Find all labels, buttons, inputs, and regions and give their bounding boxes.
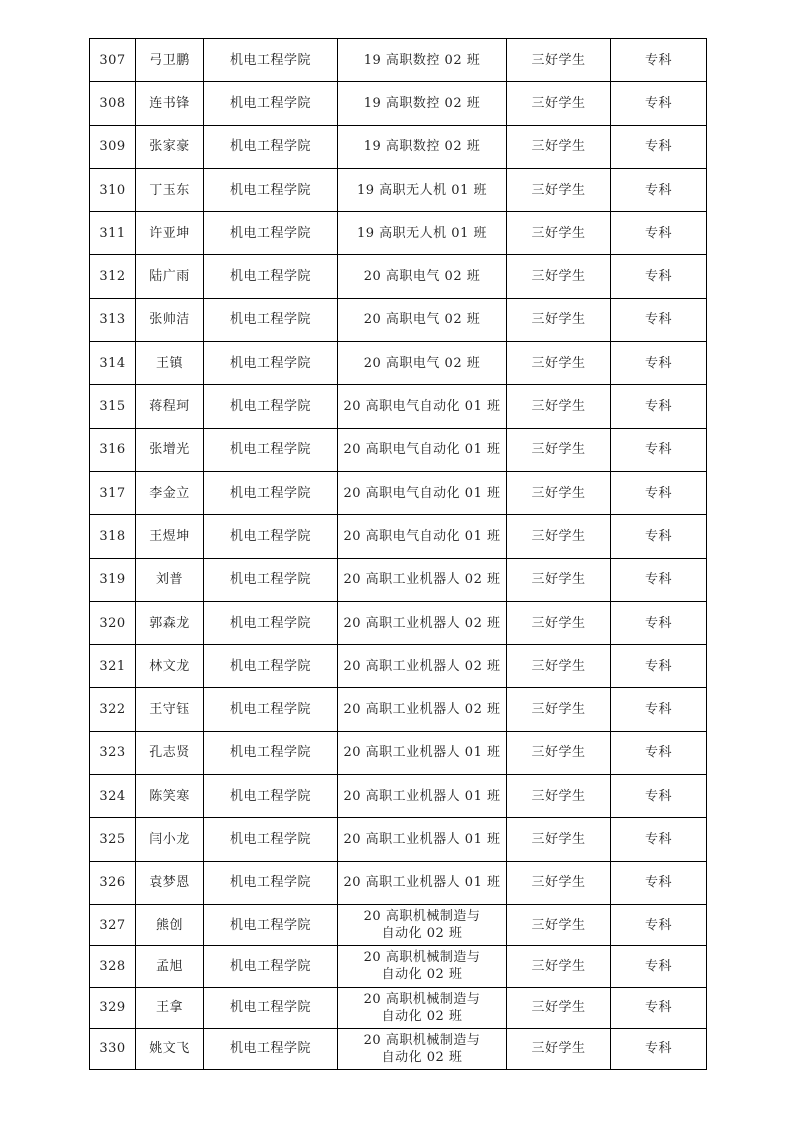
table-row: [90, 168, 707, 211]
college-cell: 机电工程学院: [204, 775, 338, 818]
college-cell: 机电工程学院: [204, 904, 338, 945]
student-name-cell: 王镇: [136, 342, 204, 385]
level-cell: 专科: [611, 168, 707, 211]
class-cell: [338, 212, 507, 255]
class-name-line: 20 高职机械制造与: [363, 1032, 481, 1048]
level-cell: 专科: [611, 987, 707, 1028]
row-number-cell: 307: [90, 39, 136, 82]
student-name-cell: 张增光: [136, 428, 204, 471]
college-cell: 机电工程学院: [204, 987, 338, 1028]
row-number-cell: 309: [90, 125, 136, 168]
class-cell: [338, 775, 507, 818]
honor-cell: 三好学生: [507, 515, 611, 558]
class-name-line: 自动化 02 班: [381, 926, 463, 942]
class-cell: [338, 39, 507, 82]
row-number-cell: 320: [90, 601, 136, 644]
honor-cell: 三好学生: [507, 428, 611, 471]
honor-cell: 三好学生: [507, 688, 611, 731]
row-number-cell: 322: [90, 688, 136, 731]
class-cell: [338, 645, 507, 688]
row-number-cell: 327: [90, 904, 136, 945]
student-name-cell: 袁梦恩: [136, 861, 204, 904]
class-name-line: 19 高职数控 02 班: [363, 95, 481, 111]
class-cell: [338, 125, 507, 168]
level-cell: 专科: [611, 39, 707, 82]
class-cell: [338, 255, 507, 298]
class-name-line: 20 高职机械制造与: [363, 909, 481, 925]
student-name-cell: 弓卫鹏: [136, 39, 204, 82]
honor-cell: 三好学生: [507, 255, 611, 298]
row-number-cell: 312: [90, 255, 136, 298]
level-cell: 专科: [611, 688, 707, 731]
class-name-line: 自动化 02 班: [381, 1049, 463, 1065]
row-number-cell: 313: [90, 298, 136, 341]
college-cell: 机电工程学院: [204, 385, 338, 428]
honor-cell: 三好学生: [507, 558, 611, 601]
student-name-cell: 王守钰: [136, 688, 204, 731]
row-number-cell: 325: [90, 818, 136, 861]
level-cell: 专科: [611, 558, 707, 601]
level-cell: 专科: [611, 82, 707, 125]
class-name-line: 20 高职机械制造与: [363, 991, 481, 1007]
college-cell: 机电工程学院: [204, 82, 338, 125]
honor-cell: 三好学生: [507, 987, 611, 1028]
class-name-line: 20 高职电气 02 班: [363, 355, 481, 371]
class-cell: [338, 558, 507, 601]
honor-cell: 三好学生: [507, 861, 611, 904]
table-row: [90, 601, 707, 644]
table-row: [90, 39, 707, 82]
class-cell: [338, 385, 507, 428]
college-cell: 机电工程学院: [204, 818, 338, 861]
level-cell: 专科: [611, 125, 707, 168]
honor-cell: 三好学生: [507, 125, 611, 168]
class-cell: [338, 688, 507, 731]
class-name-line: 20 高职电气 02 班: [363, 269, 481, 285]
college-cell: 机电工程学院: [204, 688, 338, 731]
level-cell: 专科: [611, 342, 707, 385]
honor-cell: 三好学生: [507, 818, 611, 861]
class-cell: [338, 428, 507, 471]
table-row: [90, 471, 707, 514]
level-cell: 专科: [611, 946, 707, 987]
honor-cell: 三好学生: [507, 39, 611, 82]
honor-cell: 三好学生: [507, 212, 611, 255]
class-cell: [338, 515, 507, 558]
level-cell: 专科: [611, 1028, 707, 1069]
student-name-cell: 孟旭: [136, 946, 204, 987]
college-cell: 机电工程学院: [204, 298, 338, 341]
level-cell: 专科: [611, 515, 707, 558]
college-cell: 机电工程学院: [204, 731, 338, 774]
student-name-cell: 陆广雨: [136, 255, 204, 298]
class-cell: [338, 987, 507, 1028]
honor-cell: 三好学生: [507, 775, 611, 818]
level-cell: 专科: [611, 212, 707, 255]
class-cell: [338, 298, 507, 341]
class-name-line: 20 高职工业机器人 01 班: [343, 831, 501, 847]
row-number-cell: 323: [90, 731, 136, 774]
student-name-cell: 孔志贤: [136, 731, 204, 774]
honor-cell: 三好学生: [507, 904, 611, 945]
student-name-cell: 李金立: [136, 471, 204, 514]
class-cell: [338, 1028, 507, 1069]
student-name-cell: 姚文飞: [136, 1028, 204, 1069]
honor-cell: 三好学生: [507, 342, 611, 385]
class-name-line: 20 高职电气自动化 01 班: [343, 485, 501, 501]
level-cell: 专科: [611, 775, 707, 818]
honor-cell: 三好学生: [507, 1028, 611, 1069]
student-name-cell: 丁玉东: [136, 168, 204, 211]
table-row: [90, 904, 707, 945]
class-name-line: 20 高职电气 02 班: [363, 312, 481, 328]
level-cell: 专科: [611, 904, 707, 945]
row-number-cell: 314: [90, 342, 136, 385]
college-cell: 机电工程学院: [204, 861, 338, 904]
row-number-cell: 308: [90, 82, 136, 125]
student-name-cell: 刘普: [136, 558, 204, 601]
row-number-cell: 329: [90, 987, 136, 1028]
level-cell: 专科: [611, 601, 707, 644]
table-row: [90, 255, 707, 298]
student-name-cell: 熊创: [136, 904, 204, 945]
class-name-line: 19 高职无人机 01 班: [357, 225, 487, 241]
class-name-line: 19 高职数控 02 班: [363, 139, 481, 155]
table-row: [90, 1028, 707, 1069]
table-row: [90, 645, 707, 688]
table-row: [90, 946, 707, 987]
college-cell: 机电工程学院: [204, 645, 338, 688]
class-name-line: 20 高职电气自动化 01 班: [343, 442, 501, 458]
student-name-cell: 郭森龙: [136, 601, 204, 644]
class-name-line: 20 高职工业机器人 01 班: [343, 875, 501, 891]
college-cell: 机电工程学院: [204, 471, 338, 514]
table-body: [90, 39, 707, 1070]
college-cell: 机电工程学院: [204, 601, 338, 644]
class-name-line: 20 高职机械制造与: [363, 950, 481, 966]
class-cell: [338, 861, 507, 904]
class-cell: [338, 904, 507, 945]
row-number-cell: 321: [90, 645, 136, 688]
level-cell: 专科: [611, 861, 707, 904]
table-row: [90, 82, 707, 125]
class-cell: [338, 731, 507, 774]
class-name-line: 20 高职工业机器人 01 班: [343, 788, 501, 804]
class-cell: [338, 342, 507, 385]
row-number-cell: 318: [90, 515, 136, 558]
college-cell: 机电工程学院: [204, 558, 338, 601]
table-row: [90, 987, 707, 1028]
honor-cell: 三好学生: [507, 168, 611, 211]
student-name-cell: 张家豪: [136, 125, 204, 168]
level-cell: 专科: [611, 298, 707, 341]
student-name-cell: 王拿: [136, 987, 204, 1028]
honor-cell: 三好学生: [507, 645, 611, 688]
student-name-cell: 闫小龙: [136, 818, 204, 861]
level-cell: 专科: [611, 471, 707, 514]
row-number-cell: 311: [90, 212, 136, 255]
level-cell: 专科: [611, 385, 707, 428]
table-row: [90, 212, 707, 255]
class-name-line: 19 高职数控 02 班: [363, 52, 481, 68]
student-name-cell: 蒋程珂: [136, 385, 204, 428]
class-cell: [338, 168, 507, 211]
row-number-cell: 315: [90, 385, 136, 428]
honor-cell: 三好学生: [507, 601, 611, 644]
level-cell: 专科: [611, 428, 707, 471]
row-number-cell: 324: [90, 775, 136, 818]
class-name-line: 20 高职工业机器人 02 班: [343, 658, 501, 674]
student-name-cell: 连书锋: [136, 82, 204, 125]
class-cell: [338, 601, 507, 644]
class-name-line: 20 高职工业机器人 01 班: [343, 745, 501, 761]
row-number-cell: 310: [90, 168, 136, 211]
student-name-cell: 王煜坤: [136, 515, 204, 558]
college-cell: 机电工程学院: [204, 125, 338, 168]
student-name-cell: 林文龙: [136, 645, 204, 688]
level-cell: 专科: [611, 731, 707, 774]
class-name-line: 自动化 02 班: [381, 1008, 463, 1024]
student-name-cell: 陈笑寒: [136, 775, 204, 818]
college-cell: 机电工程学院: [204, 212, 338, 255]
table-row: [90, 818, 707, 861]
class-name-line: 19 高职无人机 01 班: [357, 182, 487, 198]
class-name-line: 自动化 02 班: [381, 967, 463, 983]
class-name-line: 20 高职电气自动化 01 班: [343, 399, 501, 415]
row-number-cell: 326: [90, 861, 136, 904]
honor-cell: 三好学生: [507, 946, 611, 987]
honor-cell: 三好学生: [507, 731, 611, 774]
college-cell: 机电工程学院: [204, 255, 338, 298]
table-row: [90, 731, 707, 774]
table-row: [90, 861, 707, 904]
college-cell: 机电工程学院: [204, 1028, 338, 1069]
table-row: [90, 342, 707, 385]
row-number-cell: 328: [90, 946, 136, 987]
honor-cell: 三好学生: [507, 385, 611, 428]
row-number-cell: 316: [90, 428, 136, 471]
table-row: [90, 775, 707, 818]
row-number-cell: 317: [90, 471, 136, 514]
table-row: [90, 515, 707, 558]
student-name-cell: 张帅洁: [136, 298, 204, 341]
table-row: [90, 125, 707, 168]
student-name-cell: 许亚坤: [136, 212, 204, 255]
table-row: [90, 298, 707, 341]
honor-cell: 三好学生: [507, 471, 611, 514]
class-cell: [338, 471, 507, 514]
table-row: [90, 688, 707, 731]
table-row: [90, 428, 707, 471]
honor-cell: 三好学生: [507, 298, 611, 341]
row-number-cell: 319: [90, 558, 136, 601]
college-cell: 机电工程学院: [204, 342, 338, 385]
class-name-line: 20 高职工业机器人 02 班: [343, 615, 501, 631]
college-cell: 机电工程学院: [204, 515, 338, 558]
college-cell: 机电工程学院: [204, 39, 338, 82]
class-name-line: 20 高职工业机器人 02 班: [343, 572, 501, 588]
student-honor-table: [89, 38, 707, 1070]
honor-cell: 三好学生: [507, 82, 611, 125]
row-number-cell: 330: [90, 1028, 136, 1069]
level-cell: 专科: [611, 645, 707, 688]
class-cell: [338, 82, 507, 125]
table-row: [90, 385, 707, 428]
college-cell: 机电工程学院: [204, 428, 338, 471]
class-cell: [338, 818, 507, 861]
college-cell: 机电工程学院: [204, 168, 338, 211]
level-cell: 专科: [611, 255, 707, 298]
class-cell: [338, 946, 507, 987]
class-name-line: 20 高职电气自动化 01 班: [343, 528, 501, 544]
class-name-line: 20 高职工业机器人 02 班: [343, 702, 501, 718]
level-cell: 专科: [611, 818, 707, 861]
table-row: [90, 558, 707, 601]
college-cell: 机电工程学院: [204, 946, 338, 987]
